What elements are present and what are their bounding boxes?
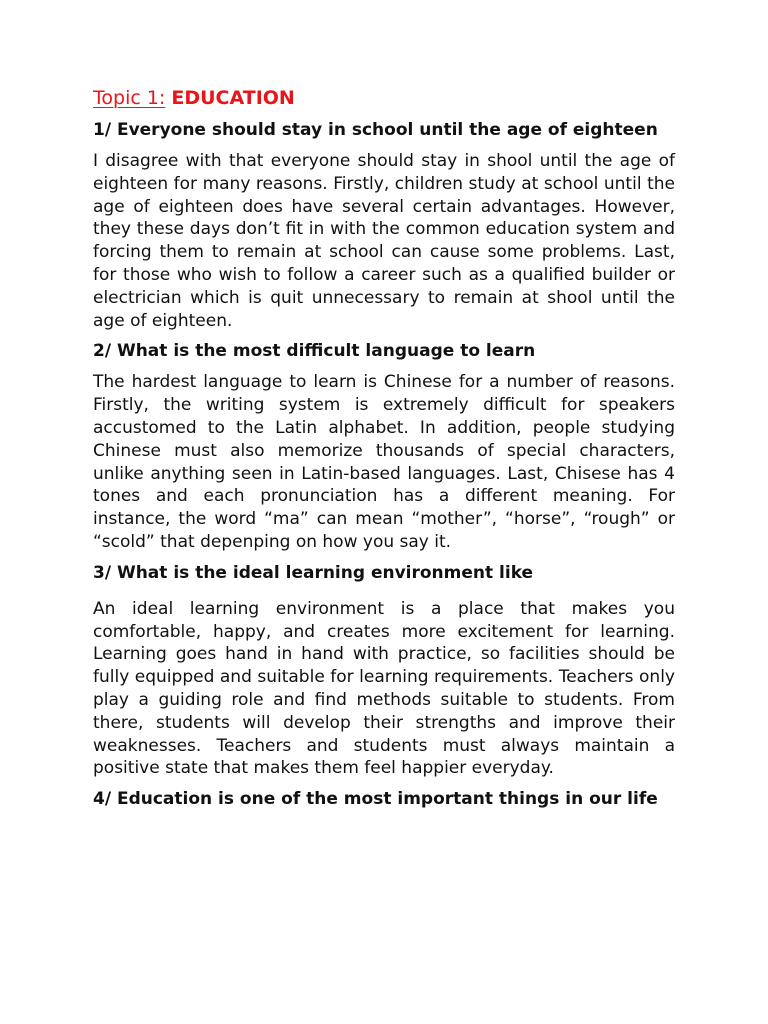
question-2-heading: 2/ What is the most difficult language to learn — [93, 341, 536, 362]
answer-3-paragraph: An ideal learning environment is a place that makes you comfortable, happy, and creates more excitement for learning. Learning goes hand in hand with practice, so facilities should be fully equipped and suitable for learning requirements. Teachers only play a guiding role and find methods suitable to students. From there, students will develop their strengths and improve their weaknesses. Teachers and students must always maintain a positive state that makes them feel happier everyday. — [93, 598, 675, 779]
topic-heading — [93, 84, 675, 112]
answer-1-paragraph: I disagree with that everyone should stay in shool until the age of eighteen for many reasons. Firstly, children study at school until the age of eighteen does have several certain advantages. However, they these days don’t fit in with the common education system and forcing them to remain at school can cause some problems. Last, for those who wish to follow a career such as a qualified builder or electrician which is quit unnecessary to remain at shool until the age of eighteen. — [93, 151, 675, 331]
answer-2-paragraph: The hardest language to learn is Chinese for a number of reasons. Firstly, the writing system is extremely difficult for speakers accustomed to the Latin alphabet. In addition, people studying Chinese must also memorize thousands of special characters, unlike anything seen in Latin-based languages. Last, Chisese has 4 tones and each pronunciation has a different meaning. For instance, the word “ma” can mean “mother”, “horse”, “rough” or “scold” that depenping on how you say it. — [93, 372, 675, 552]
question-1-heading: 1/ Everyone should stay in school until the age of eighteen — [93, 120, 658, 140]
topic-label: Topic 1: — [93, 87, 166, 109]
question-3-heading: 3/ What is the ideal learning environment like — [93, 562, 534, 583]
topic-name: EDUCATION — [171, 87, 295, 109]
question-4-heading: 4/ Education is one of the most important things in our life — [93, 789, 658, 810]
document-page — [93, 84, 675, 819]
